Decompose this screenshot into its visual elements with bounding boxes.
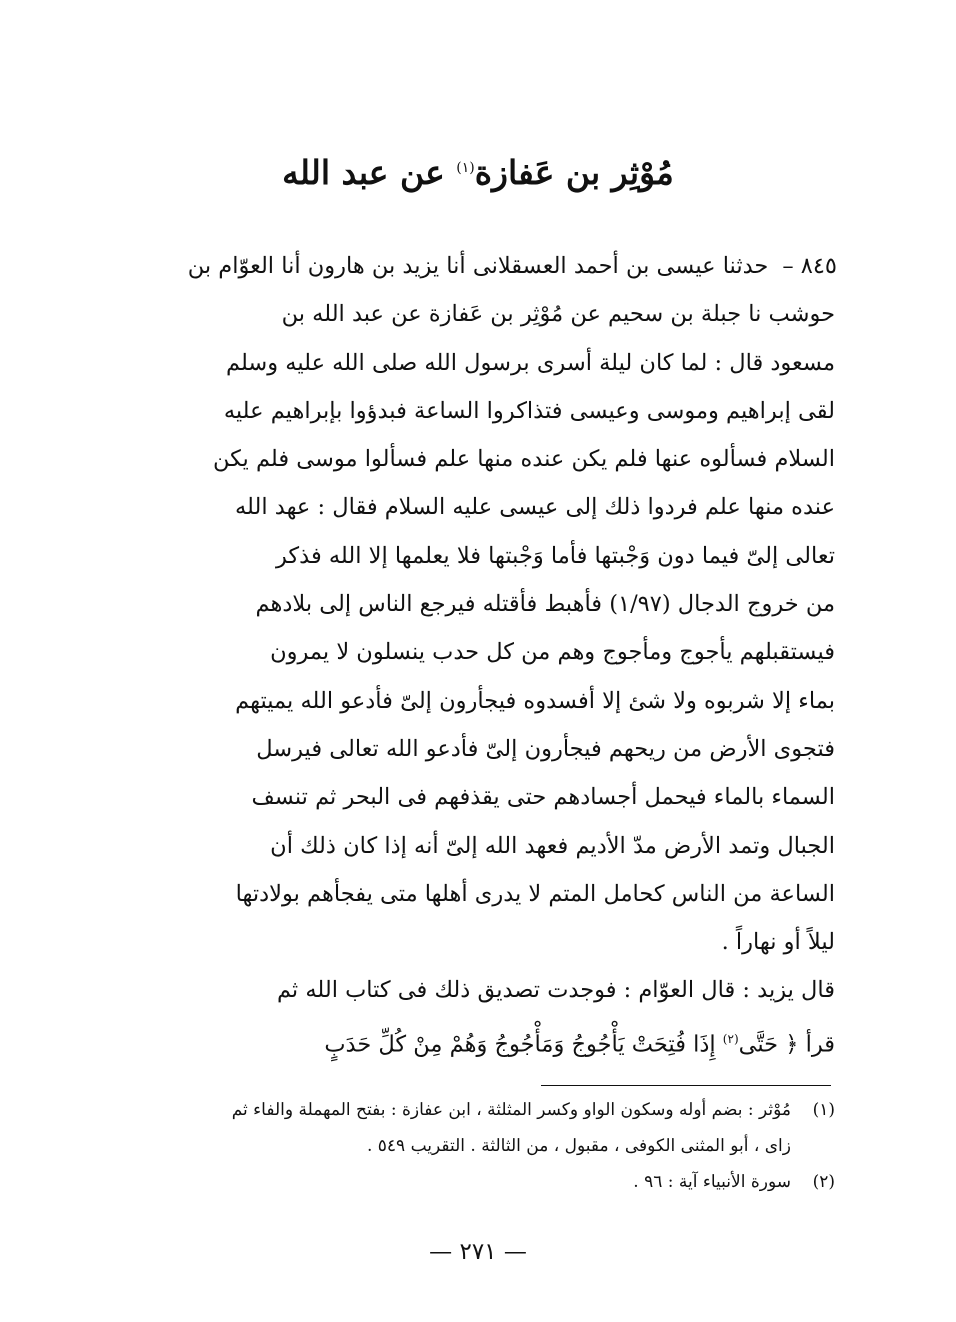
hadith-line: تعالى إلىّ فيما دون وَجْبتها فأما وَجْبتها فلا يعلمها إلا الله فذكر xyxy=(276,542,835,569)
hadith-line: ليلاً أو نهاراً . xyxy=(721,929,835,956)
footnote-marker: (١) xyxy=(812,1100,835,1120)
yazid-line: قال يزيد : قال العوّام : فوجدت تصديق ذلك فى كتاب الله ثم xyxy=(276,977,835,1004)
footnote-line xyxy=(135,1164,835,1200)
verse-footnote-marker: (٢) xyxy=(722,1031,739,1046)
hadith-text xyxy=(135,242,835,1063)
chapter-title xyxy=(0,140,956,201)
hadith-line: مسعود قال : لما كان ليلة أسرى برسول الله صلى الله عليه وسلم xyxy=(226,349,835,376)
page-number: — ٢٧١ — xyxy=(429,1239,527,1265)
footnote-line xyxy=(135,1092,835,1128)
hadith-line: الساعة من الناس كحامل المتم لا يدرى أهلها متى يفجأهم بولادتها xyxy=(235,880,835,907)
hadith-line: السماء بالماء فيحمل أجسادهم حتى يقذفهم فى البحر ثم تنسف xyxy=(251,784,835,811)
footnote-line xyxy=(135,1128,835,1164)
footnote-text: مُوْثر : بضم أوله وسكون الواو وكسر المثلثة ، ابن عفازة : بفتح المهملة والفاء ثم xyxy=(231,1100,791,1120)
hadith-number: ٨٤٥ – xyxy=(782,253,837,279)
quran-verse-line xyxy=(135,1015,835,1063)
hadith-line: لقى إبراهيم وموسى وعيسى فتذاكروا الساعة فبدؤوا بإبراهيم عليه xyxy=(223,397,835,424)
hadith-line: حوشب نا جبلة بن سحيم عن مُوْثِر بن عَفازة عن عبد الله بن xyxy=(281,301,835,328)
hadith-line xyxy=(135,242,837,290)
footnotes xyxy=(135,1092,835,1200)
footnote-separator xyxy=(541,1085,831,1086)
hadith-line: فتجوى الأرض من ريحهم فيجأرون إلىّ فأدعو الله تعالى فيرسل xyxy=(256,735,835,762)
footnote-text: سورة الأنبياء آية : ٩٦ . xyxy=(633,1172,791,1192)
chapter-title-suffix: عن عبد الله xyxy=(282,153,457,192)
footnote-marker: (٢) xyxy=(812,1172,835,1192)
hadith-line: فيستقبلهم يأجوج ومأجوج وهم من كل حدب ينسلون لا يمرون xyxy=(270,639,835,666)
hadith-line: الجبال وتمد الأرض مدّ الأديم فعهد الله إلىّ أنه إذا كان ذلك أن xyxy=(270,832,835,859)
footnote-text: زاى ، أبو المثنى الكوفى ، مقبول ، من الثالثة . التقريب ٥٤٩ . xyxy=(366,1136,791,1156)
verse-start: قرأ ﴿ حَتَّى xyxy=(738,1031,835,1058)
chapter-title-text: مُوْثِر بن عَفازة xyxy=(474,153,674,192)
title-footnote-marker: (١) xyxy=(456,160,475,176)
hadith-line: عنده منها علم فردوا ذلك إلى عيسى عليه السلام فقال : عهد الله xyxy=(234,494,835,521)
hadith-line: بماء إلا شربوه ولا شئ إلا أفسدوه فيجأرون إلىّ فأدعو الله يميتهم xyxy=(235,687,835,714)
hadith-line-text: حدثنا عيسى بن أحمد العسقلانى أنا يزيد بن هارون أنا العوّام بن xyxy=(187,253,769,279)
verse-rest: إِذَا فُتِحَتْ يَأْجُوجُ وَمَأْجُوجُ وَهُمْ مِنْ كُلِّ حَدَبٍ xyxy=(324,1031,723,1058)
hadith-line: من خروج الدجال (١/٩٧) فأهبط فأقتله فيرجع الناس إلى بلادهم xyxy=(255,591,835,618)
hadith-line: السلام فسألوه عنها فلم يكن عنده منها علم فسألوا موسى فلم يكن xyxy=(212,446,835,473)
